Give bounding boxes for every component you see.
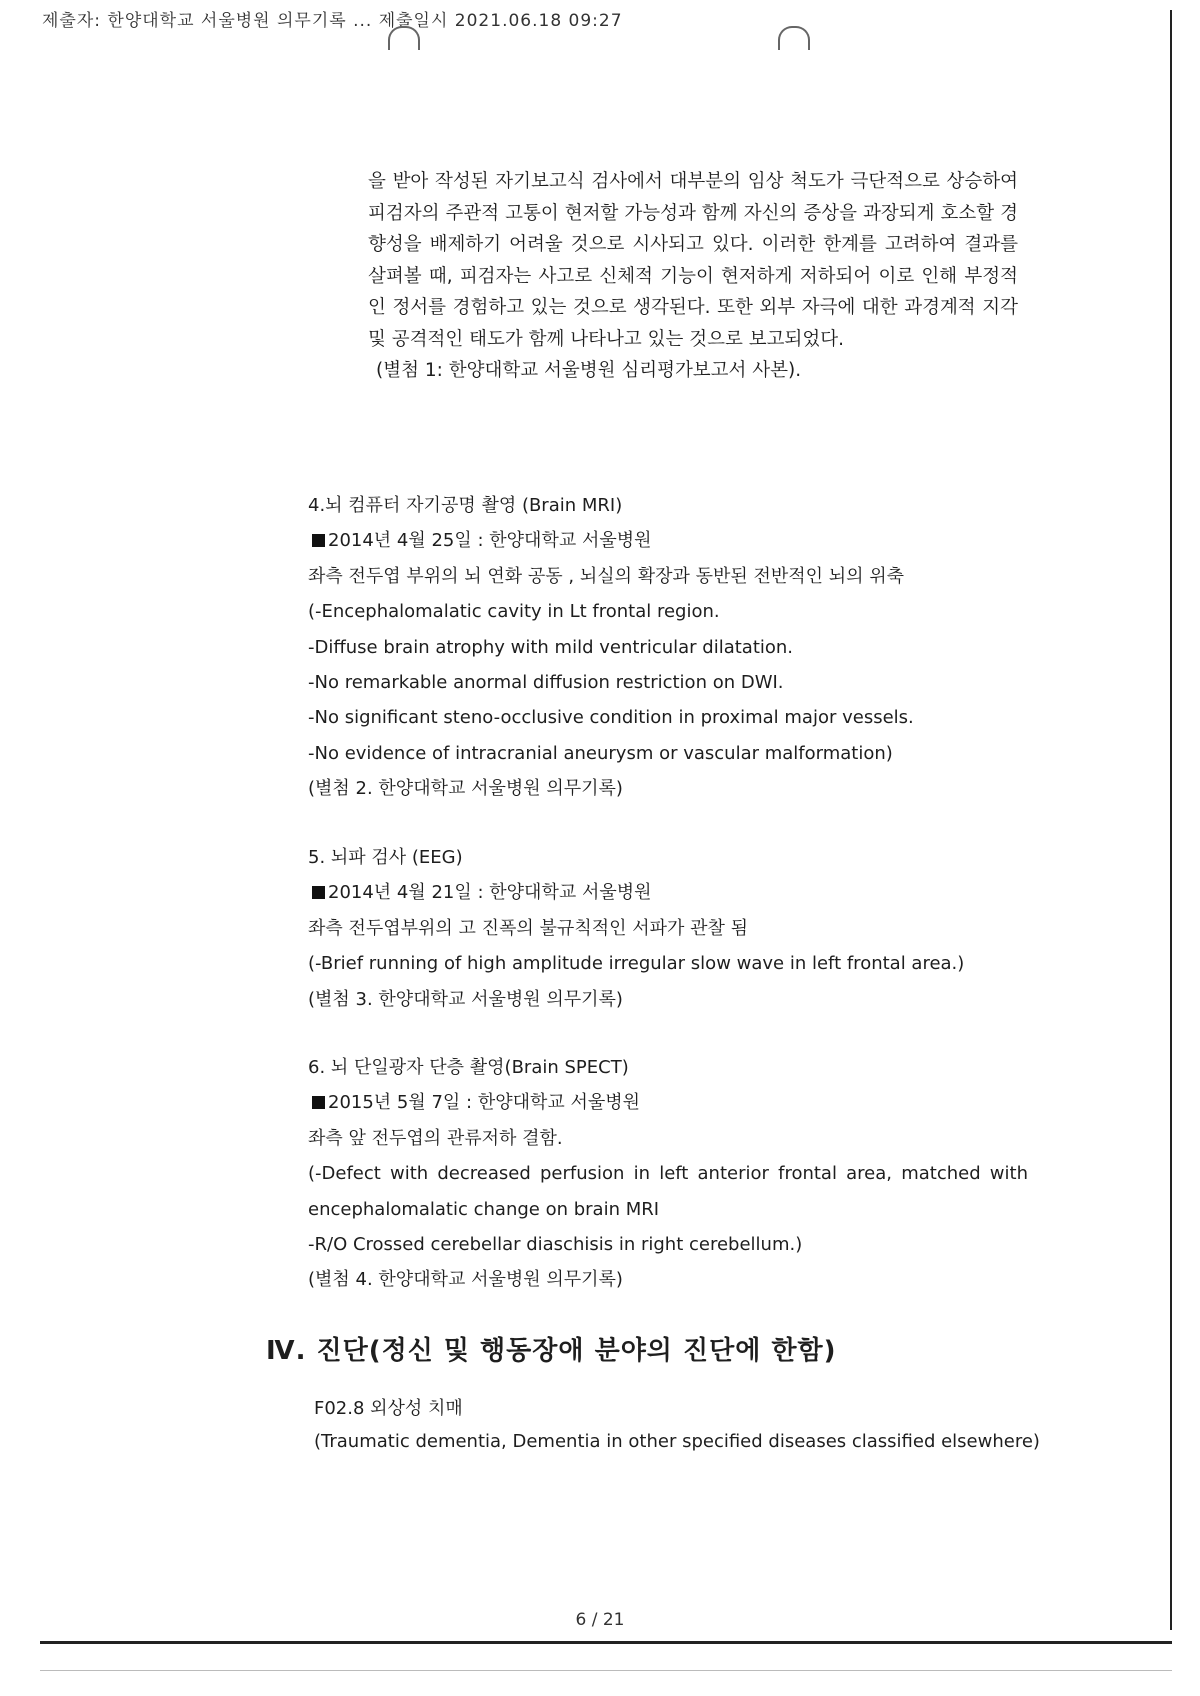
diagnosis-body bbox=[314, 1392, 1040, 1458]
finding-english-line: -Diffuse brain atrophy with mild ventricular dilatation. bbox=[308, 636, 794, 658]
finding-korean: 좌측 전두엽부위의 고 진폭의 불규칙적인 서파가 관찰 됨 bbox=[308, 917, 748, 939]
section-reference: (별첨 4. 한양대학교 서울병원 의무기록) bbox=[308, 1269, 623, 1291]
footer-rule bbox=[40, 1641, 1172, 1644]
finding-english-line: (-Brief running of high amplitude irregular slow wave in left frontal area.) bbox=[308, 953, 965, 975]
header-marks bbox=[370, 26, 840, 56]
exam-date-line bbox=[308, 523, 1028, 558]
finding-english-line: (-Encephalomalatic cavity in Lt frontal region. bbox=[308, 601, 720, 623]
finding-english-line: -No significant steno-occlusive condition in proximal major vessels. bbox=[308, 707, 914, 729]
finding-english-line: (-Defect with decreased perfusion in left anterior frontal area, matched with encephalomalatic change on brain MRI bbox=[308, 1163, 1028, 1220]
finding-korean: 좌측 전두엽 부위의 뇌 연화 공동 , 뇌실의 확장과 동반된 전반적인 뇌의 위축 bbox=[308, 565, 905, 587]
exam-date-line bbox=[308, 1085, 1028, 1120]
bullet-square-icon bbox=[312, 1096, 325, 1109]
psych-report-reference: (별첨 1: 한양대학교 서울병원 심리평가보고서 사본). bbox=[376, 360, 802, 381]
exam-date: 2014년 4월 21일 : 한양대학교 서울병원 bbox=[328, 882, 652, 904]
fax-header-stamp: 제출자: 한양대학교 서울병원 의무기록 ... 제출일시 2021.06.18 09:27 bbox=[42, 11, 623, 31]
section-title: 6. 뇌 단일광자 단층 촬영(Brain SPECT) bbox=[308, 1057, 629, 1078]
section-reference: (별첨 2. 한양대학교 서울병원 의무기록) bbox=[308, 778, 623, 800]
bullet-square-icon bbox=[312, 534, 325, 547]
bullet-square-icon bbox=[312, 886, 325, 899]
exam-date: 2015년 5월 7일 : 한양대학교 서울병원 bbox=[328, 1092, 641, 1114]
section-title: 5. 뇌파 검사 (EEG) bbox=[308, 847, 463, 868]
diagnosis-description: (Traumatic dementia, Dementia in other specified diseases classified elsewhere) bbox=[314, 1431, 1040, 1452]
exam-date: 2014년 4월 25일 : 한양대학교 서울병원 bbox=[328, 530, 652, 552]
footer-rule-thin bbox=[40, 1670, 1172, 1671]
finding-korean: 좌측 앞 전두엽의 관류저하 결함. bbox=[308, 1127, 563, 1149]
section-reference: (별첨 3. 한양대학교 서울병원 의무기록) bbox=[308, 988, 623, 1010]
section-brain-mri bbox=[308, 488, 1028, 807]
diagnosis-heading: Ⅳ. 진단(정신 및 행동장애 분야의 진단에 한함) bbox=[266, 1336, 837, 1366]
scan-arc-mark bbox=[388, 26, 420, 50]
section-title: 4.뇌 컴퓨터 자기공명 촬영 (Brain MRI) bbox=[308, 495, 623, 516]
diagnosis-code: F02.8 외상성 치매 bbox=[314, 1398, 463, 1419]
psych-report-block bbox=[368, 166, 1018, 387]
section-eeg bbox=[308, 840, 1028, 1017]
finding-english-line: -No remarkable anormal diffusion restriction on DWI. bbox=[308, 672, 784, 694]
scan-arc-mark bbox=[778, 26, 810, 50]
finding-english-line: -No evidence of intracranial aneurysm or vascular malformation) bbox=[308, 742, 893, 764]
psych-report-paragraph: 을 받아 작성된 자기보고식 검사에서 대부분의 임상 척도가 극단적으로 상승하여 피검자의 주관적 고통이 현저할 가능성과 함께 자신의 증상을 과장되게 호소할 경향성을 배제하기 어려울 것으로 시사되고 있다. 이러한 한계를 고려하여 결과를 살펴볼 때, 피검자는 사고로 신체적 기능이 현저하게 저하되어 이로 인해 부정적인 정서를 경험하고 있는 것으로 생각된다. 또한 외부 자극에 대한 과경계적 지각 및 공격적인 태도가 함께 나타나고 있는 것으로 보고되었다. bbox=[368, 171, 1018, 350]
right-margin-rule bbox=[1170, 10, 1172, 1630]
exam-date-line bbox=[308, 875, 1028, 910]
page-number: 6 / 21 bbox=[575, 1610, 625, 1630]
section-brain-spect bbox=[308, 1050, 1028, 1298]
finding-english-line: -R/O Crossed cerebellar diaschisis in right cerebellum.) bbox=[308, 1234, 803, 1256]
